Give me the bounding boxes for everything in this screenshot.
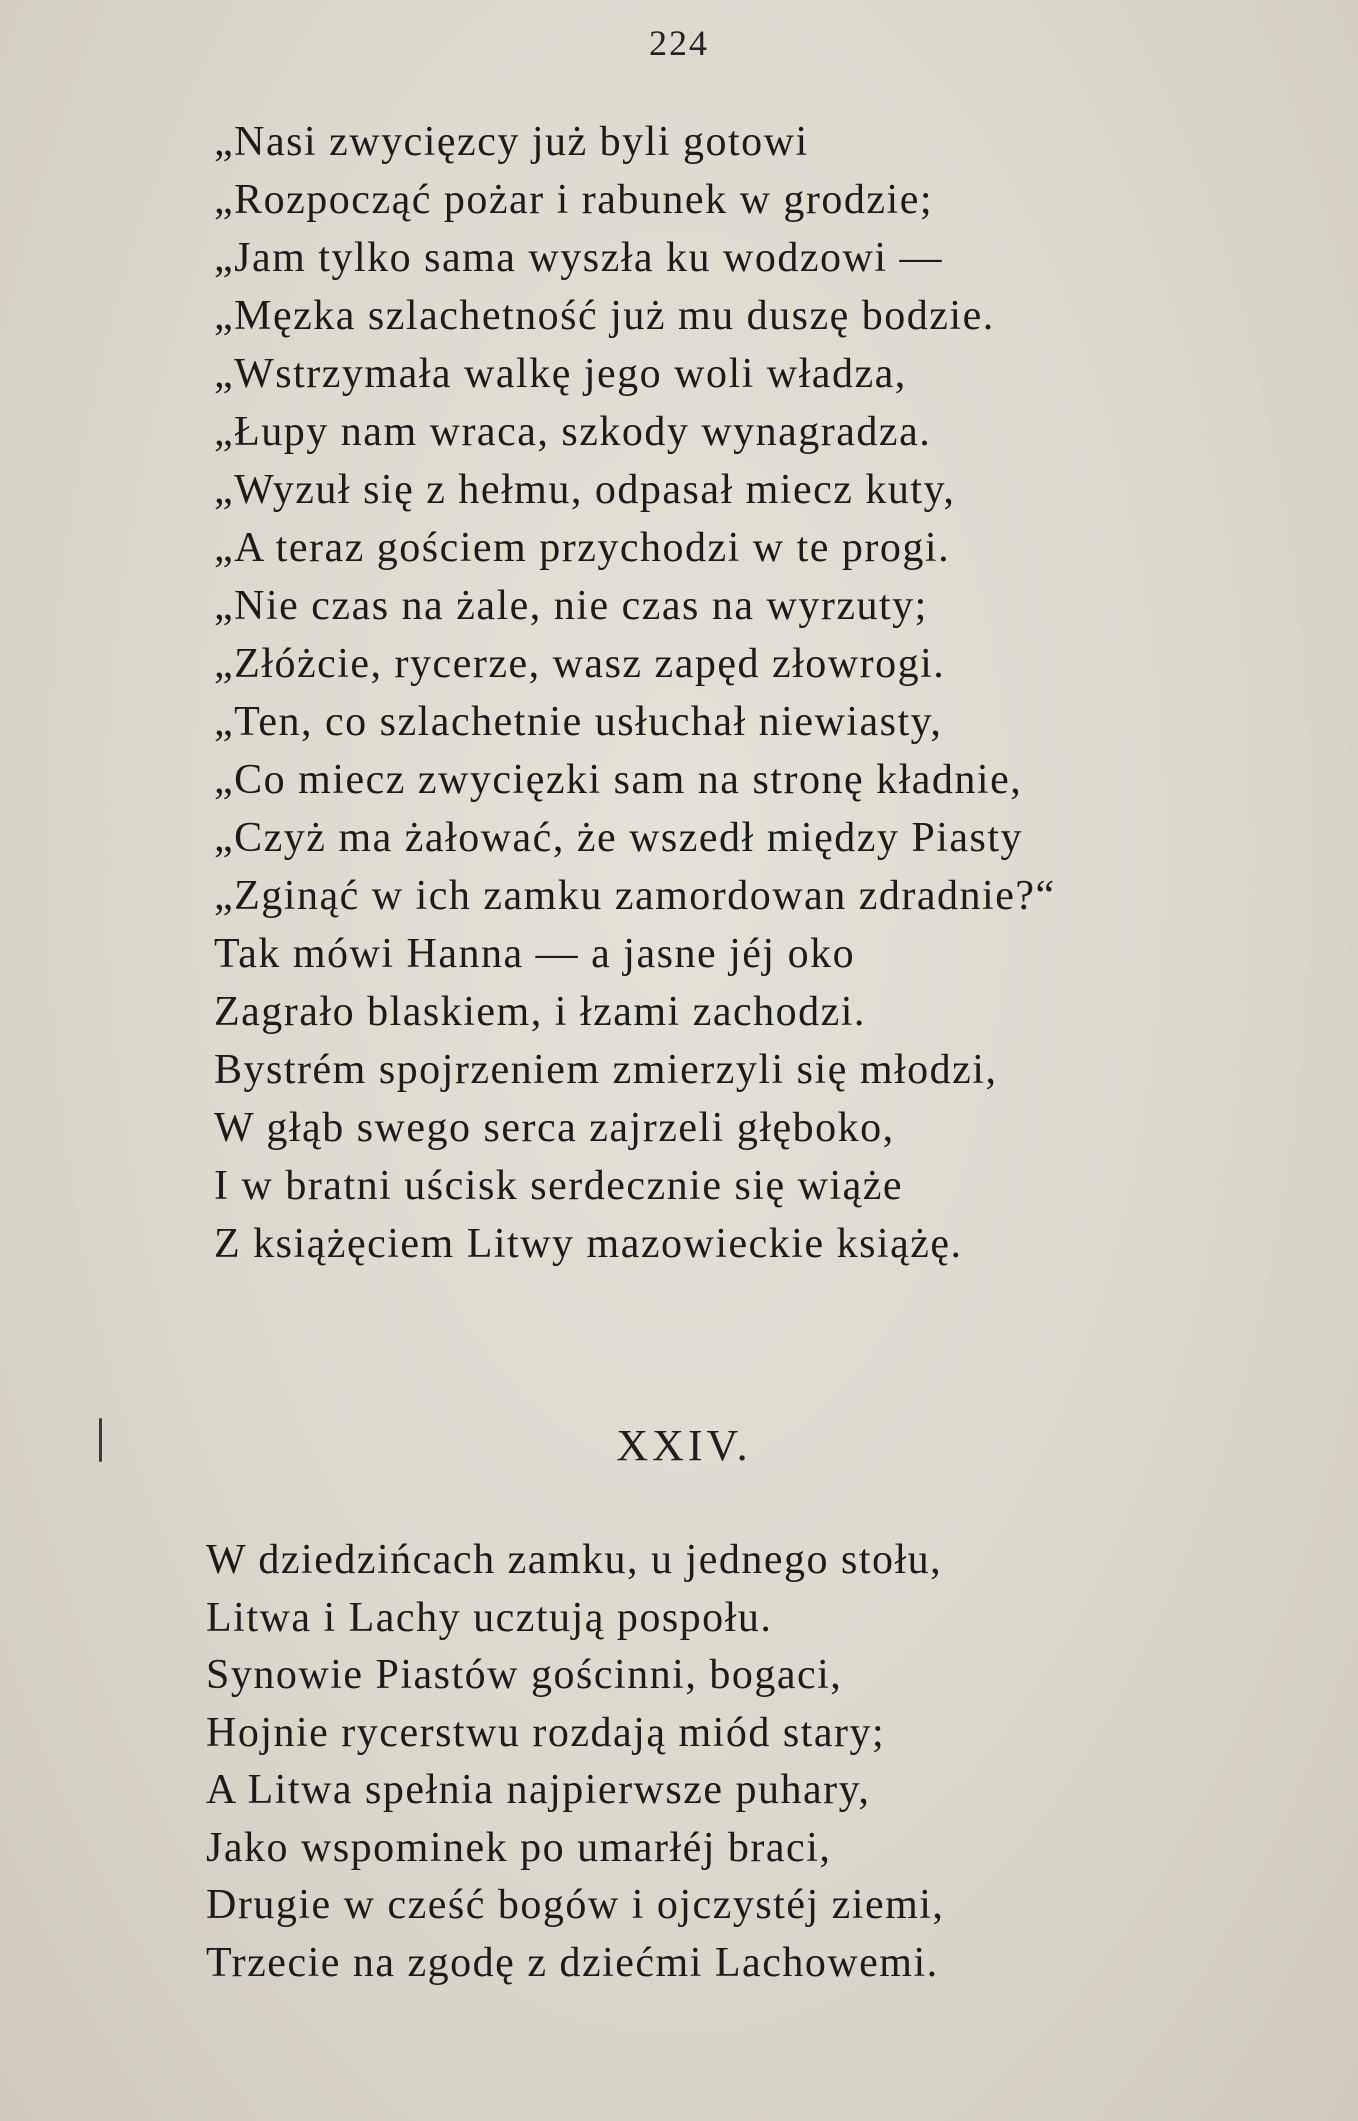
verse-line: Z książęciem Litwy mazowieckie książę. bbox=[214, 1221, 963, 1267]
verse-line: Hojnie rycerstwu rozdają miód stary; bbox=[206, 1709, 886, 1756]
verse-line: „Rozpocząć pożar i rabunek w grodzie; bbox=[214, 177, 934, 223]
verse-line: „Co miecz zwycięzki sam na stronę kładnie, bbox=[214, 757, 1023, 803]
verse-line: „Ten, co szlachetnie usłuchał niewiasty, bbox=[214, 699, 943, 745]
verse-line: „Jam tylko sama wyszła ku wodzowi — bbox=[214, 235, 944, 281]
verse-line: W dziedzińcach zamku, u jednego stołu, bbox=[206, 1537, 943, 1583]
verse-line: Zagrało blaskiem, i łzami zachodzi. bbox=[214, 989, 866, 1035]
section-heading: XXIV. bbox=[616, 1421, 752, 1470]
stanza-1 bbox=[214, 113, 1056, 1273]
verse-line: Jako wspominek po umarłéj braci, bbox=[206, 1824, 832, 1871]
verse-line: „Wyzuł się z hełmu, odpasał miecz kuty, bbox=[214, 467, 956, 513]
verse-line: A Litwa spełnia najpierwsze puhary, bbox=[206, 1767, 871, 1813]
verse-line: Litwa i Lachy ucztują pospołu. bbox=[206, 1594, 773, 1641]
page-number: 224 bbox=[649, 23, 709, 63]
verse-line: I w bratni uścisk serdecznie się wiąże bbox=[214, 1163, 904, 1209]
verse-line: „Wstrzymała walkę jego woli władza, bbox=[214, 351, 907, 397]
verse-line: „Męzka szlachetność już mu duszę bodzie. bbox=[214, 293, 995, 339]
verse-line: „A teraz gościem przychodzi w te progi. bbox=[214, 525, 951, 571]
verse-line: „Złóżcie, rycerze, wasz zapęd złowrogi. bbox=[214, 641, 946, 687]
verse-line: „Nasi zwycięzcy już byli gotowi bbox=[214, 119, 809, 165]
verse-line: „Czyż ma żałować, że wszedł między Piasty bbox=[214, 815, 1024, 861]
verse-line: „Zginąć w ich zamku zamordowan zdradnie?“ bbox=[214, 873, 1056, 919]
verse-line: „Nie czas na żale, nie czas na wyrzuty; bbox=[214, 583, 928, 629]
verse-line: Drugie w cześć bogów i ojczystéj ziemi, bbox=[206, 1882, 945, 1928]
verse-line: Trzecie na zgodę z dziećmi Lachowemi. bbox=[206, 1939, 939, 1986]
verse-line: W głąb swego serca zajrzeli głęboko, bbox=[214, 1105, 895, 1151]
verse-line: Synowie Piastów gościnni, bogaci, bbox=[206, 1652, 843, 1698]
stanza-2 bbox=[206, 1532, 944, 1992]
verse-line: „Łupy nam wraca, szkody wynagradza. bbox=[214, 409, 932, 455]
verse-line: Tak mówi Hanna — a jasne jéj oko bbox=[214, 931, 856, 977]
verse-line: Bystrém spojrzeniem zmierzyli się młodzi, bbox=[214, 1047, 998, 1093]
